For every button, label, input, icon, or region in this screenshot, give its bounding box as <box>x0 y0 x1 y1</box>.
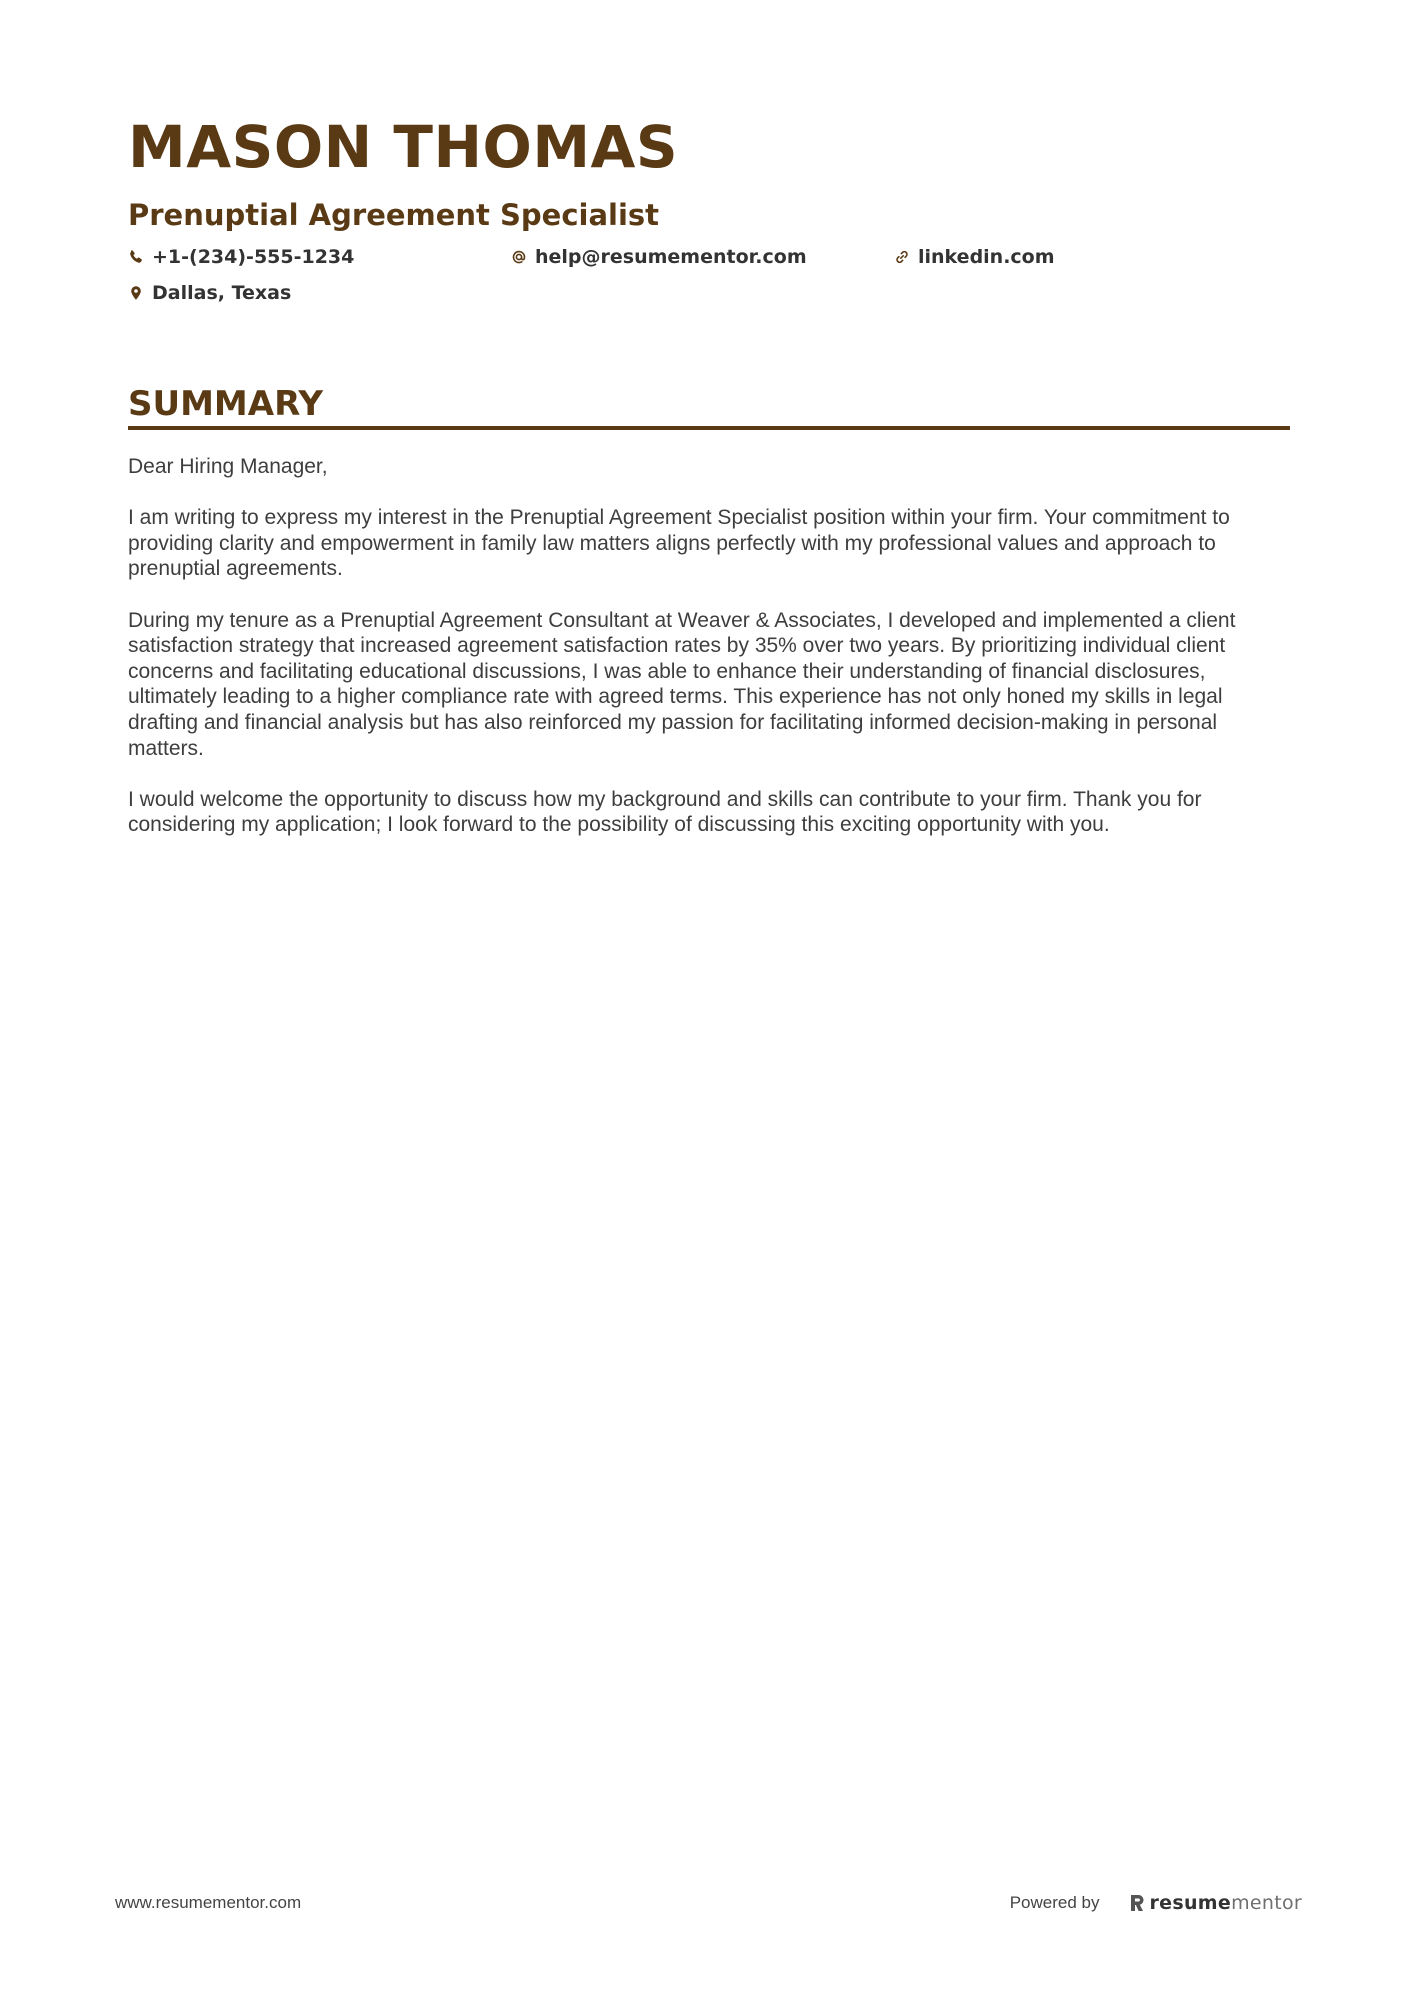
link-icon <box>894 249 910 265</box>
contact-location <box>128 280 511 306</box>
contact-email-value[interactable]: help@resumementor.com <box>535 246 807 268</box>
letter-body <box>128 454 1290 838</box>
brand-wordmark <box>1149 1892 1302 1914</box>
letter-paragraph: During my tenure as a Prenuptial Agreement Consultant at Weaver & Associates, I developed and implemented a client satisfaction strategy that increased agreement satisfaction rates by 35% over two years. By prioritizing individual client concerns and facilitating educational discussions, I was able to enhance their understanding of financial disclosures, ultimately leading to a higher compliance rate with agreed terms. This experience has not only honed my skills in legal drafting and financial analysis but has also reinforced my passion for facilitating informed decision-making in personal matters. <box>128 608 1236 760</box>
letter-paragraph: I am writing to express my interest in the Prenuptial Agreement Specialist position within your firm. Your commitment to providing clarity and empowerment in family law matters aligns perfectly with my professional values and approach to prenuptial agreements. <box>128 506 1230 581</box>
brand-wordmark-strong: resume <box>1149 1892 1232 1914</box>
section-divider <box>128 426 1290 430</box>
at-icon <box>511 249 527 265</box>
contact-phone <box>128 244 511 270</box>
brand-logo[interactable] <box>1129 1892 1302 1914</box>
map-pin-icon <box>128 285 144 301</box>
cover-letter-page <box>128 108 1290 864</box>
letter-paragraph: I would welcome the opportunity to discuss how my background and skills can contribute to your firm. Thank you for considering my application; I look forward to the possibility of discussing this exciting opportunity with you. <box>128 787 1202 837</box>
summary-heading: SUMMARY <box>128 384 324 424</box>
resumementor-logo-icon <box>1129 1893 1145 1913</box>
contact-email[interactable] <box>511 244 894 270</box>
contact-website[interactable] <box>894 244 1277 270</box>
contact-phone-value: +1-(234)-555-1234 <box>152 246 355 268</box>
powered-by <box>1010 1892 1302 1914</box>
page-footer <box>115 1888 1302 1918</box>
powered-by-label: Powered by <box>1009 1893 1100 1912</box>
contact-website-value[interactable]: linkedin.com <box>918 246 1055 268</box>
brand-wordmark-light: mentor <box>1231 1892 1302 1914</box>
contact-location-value: Dallas, Texas <box>152 282 292 304</box>
letter-greeting: Dear Hiring Manager, <box>128 455 328 478</box>
phone-icon <box>128 249 144 265</box>
contact-list <box>128 244 1290 306</box>
footer-url[interactable]: www.resumementor.com <box>115 1893 302 1912</box>
candidate-name: MASON THOMAS <box>128 113 679 181</box>
candidate-role: Prenuptial Agreement Specialist <box>128 198 660 232</box>
